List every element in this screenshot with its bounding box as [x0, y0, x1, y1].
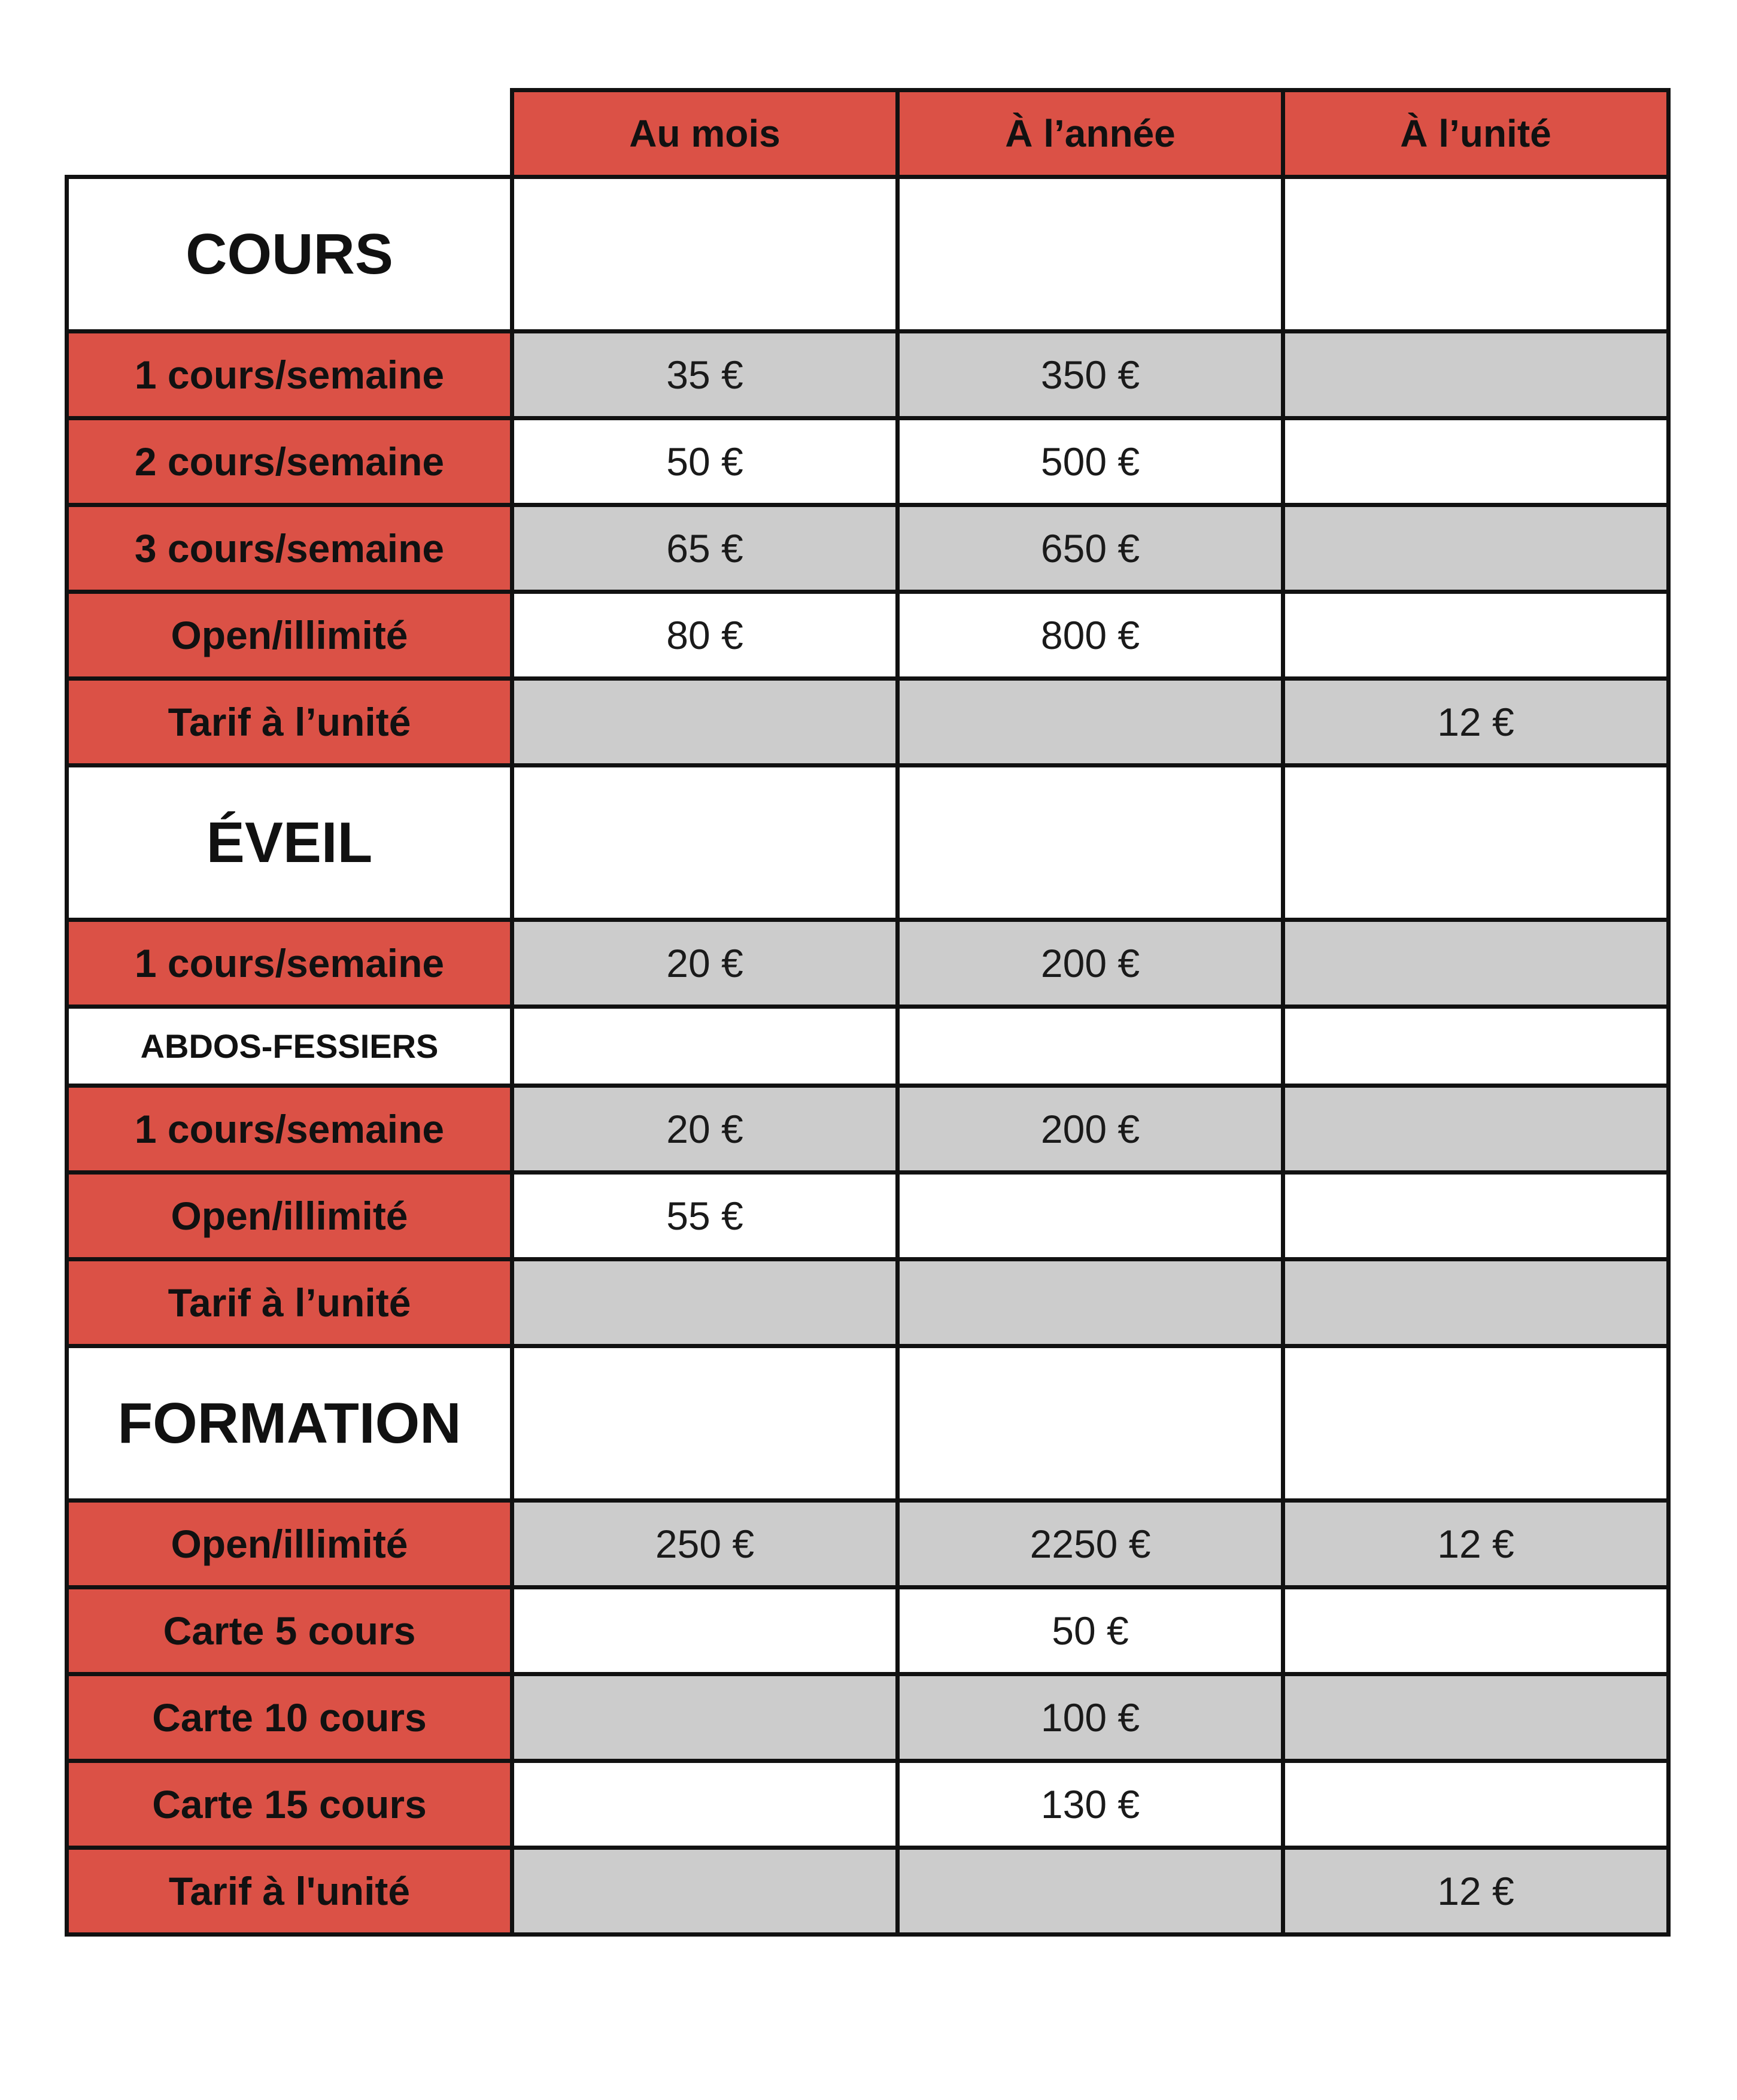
price-a-l-annee: 500 €: [898, 418, 1283, 505]
price-au-mois: [512, 1848, 898, 1935]
price-au-mois: 20 €: [512, 1086, 898, 1173]
table-row: [67, 1848, 1669, 1935]
price-a-l-unite: [1283, 1173, 1669, 1260]
price-a-l-annee: [898, 1173, 1283, 1260]
section-title-eveil: ÉVEIL: [67, 766, 512, 920]
price-au-mois: 50 €: [512, 418, 898, 505]
price-table: [65, 88, 1671, 1937]
section-cell: [1283, 766, 1669, 920]
price-a-l-annee: [898, 679, 1283, 766]
section-cell: [512, 177, 898, 332]
section-title-formation: FORMATION: [67, 1346, 512, 1501]
section-cell: [1283, 1007, 1669, 1086]
header-row: [67, 90, 1669, 177]
price-a-l-unite: [1283, 332, 1669, 418]
section-cell: [898, 1346, 1283, 1501]
header-a-l-annee: À l’année: [898, 90, 1283, 177]
table-row: [67, 920, 1669, 1007]
price-a-l-unite: 12 €: [1283, 679, 1669, 766]
section-cell: [512, 766, 898, 920]
price-a-l-unite: [1283, 1761, 1669, 1848]
row-label: Carte 10 cours: [67, 1674, 512, 1761]
price-a-l-annee: [898, 1260, 1283, 1346]
table-row: [67, 418, 1669, 505]
table-row: [67, 592, 1669, 679]
row-label: Tarif à l’unité: [67, 679, 512, 766]
price-au-mois: [512, 1761, 898, 1848]
section-cell: [898, 1007, 1283, 1086]
price-a-l-annee: 800 €: [898, 592, 1283, 679]
row-label: 1 cours/semaine: [67, 920, 512, 1007]
price-au-mois: 80 €: [512, 592, 898, 679]
row-label: 1 cours/semaine: [67, 1086, 512, 1173]
price-a-l-annee: 2250 €: [898, 1501, 1283, 1588]
table-row: [67, 332, 1669, 418]
price-au-mois: [512, 1588, 898, 1674]
price-a-l-unite: 12 €: [1283, 1848, 1669, 1935]
table-row: [67, 1501, 1669, 1588]
price-au-mois: 55 €: [512, 1173, 898, 1260]
price-a-l-unite: [1283, 1674, 1669, 1761]
row-label: Carte 15 cours: [67, 1761, 512, 1848]
price-a-l-unite: [1283, 592, 1669, 679]
price-au-mois: 35 €: [512, 332, 898, 418]
price-au-mois: 65 €: [512, 505, 898, 592]
section-eveil-row: [67, 766, 1669, 920]
row-label: Carte 5 cours: [67, 1588, 512, 1674]
row-label: Open/illimité: [67, 1173, 512, 1260]
row-label: 3 cours/semaine: [67, 505, 512, 592]
price-a-l-unite: 12 €: [1283, 1501, 1669, 1588]
price-a-l-annee: 100 €: [898, 1674, 1283, 1761]
price-a-l-unite: [1283, 1260, 1669, 1346]
section-cell: [512, 1346, 898, 1501]
price-a-l-annee: 650 €: [898, 505, 1283, 592]
price-au-mois: [512, 1674, 898, 1761]
section-cell: [1283, 1346, 1669, 1501]
row-label: Open/illimité: [67, 592, 512, 679]
price-a-l-annee: [898, 1848, 1283, 1935]
table-row: [67, 1173, 1669, 1260]
price-au-mois: [512, 1260, 898, 1346]
row-label: Open/illimité: [67, 1501, 512, 1588]
table-row: [67, 1260, 1669, 1346]
price-a-l-annee: 130 €: [898, 1761, 1283, 1848]
table-row: [67, 679, 1669, 766]
price-a-l-unite: [1283, 505, 1669, 592]
section-title-cours: COURS: [67, 177, 512, 332]
section-cell: [1283, 177, 1669, 332]
price-a-l-annee: 200 €: [898, 920, 1283, 1007]
header-corner: [67, 90, 512, 177]
section-title-abdos-fessiers: ABDOS-FESSIERS: [67, 1007, 512, 1086]
row-label: Tarif à l’unité: [67, 1260, 512, 1346]
table-row: [67, 1761, 1669, 1848]
row-label: Tarif à l'unité: [67, 1848, 512, 1935]
section-formation-row: [67, 1346, 1669, 1501]
price-a-l-unite: [1283, 920, 1669, 1007]
price-au-mois: 250 €: [512, 1501, 898, 1588]
section-abdos-fessiers-row: [67, 1007, 1669, 1086]
price-a-l-unite: [1283, 1086, 1669, 1173]
row-label: 2 cours/semaine: [67, 418, 512, 505]
table-row: [67, 1674, 1669, 1761]
section-cell: [898, 766, 1283, 920]
table-row: [67, 505, 1669, 592]
section-cell: [898, 177, 1283, 332]
header-a-l-unite: À l’unité: [1283, 90, 1669, 177]
price-au-mois: [512, 679, 898, 766]
row-label: 1 cours/semaine: [67, 332, 512, 418]
price-a-l-unite: [1283, 1588, 1669, 1674]
table-row: [67, 1086, 1669, 1173]
price-a-l-annee: 350 €: [898, 332, 1283, 418]
section-cours-row: [67, 177, 1669, 332]
header-au-mois: Au mois: [512, 90, 898, 177]
price-a-l-unite: [1283, 418, 1669, 505]
price-a-l-annee: 50 €: [898, 1588, 1283, 1674]
table-row: [67, 1588, 1669, 1674]
section-cell: [512, 1007, 898, 1086]
price-au-mois: 20 €: [512, 920, 898, 1007]
price-a-l-annee: 200 €: [898, 1086, 1283, 1173]
